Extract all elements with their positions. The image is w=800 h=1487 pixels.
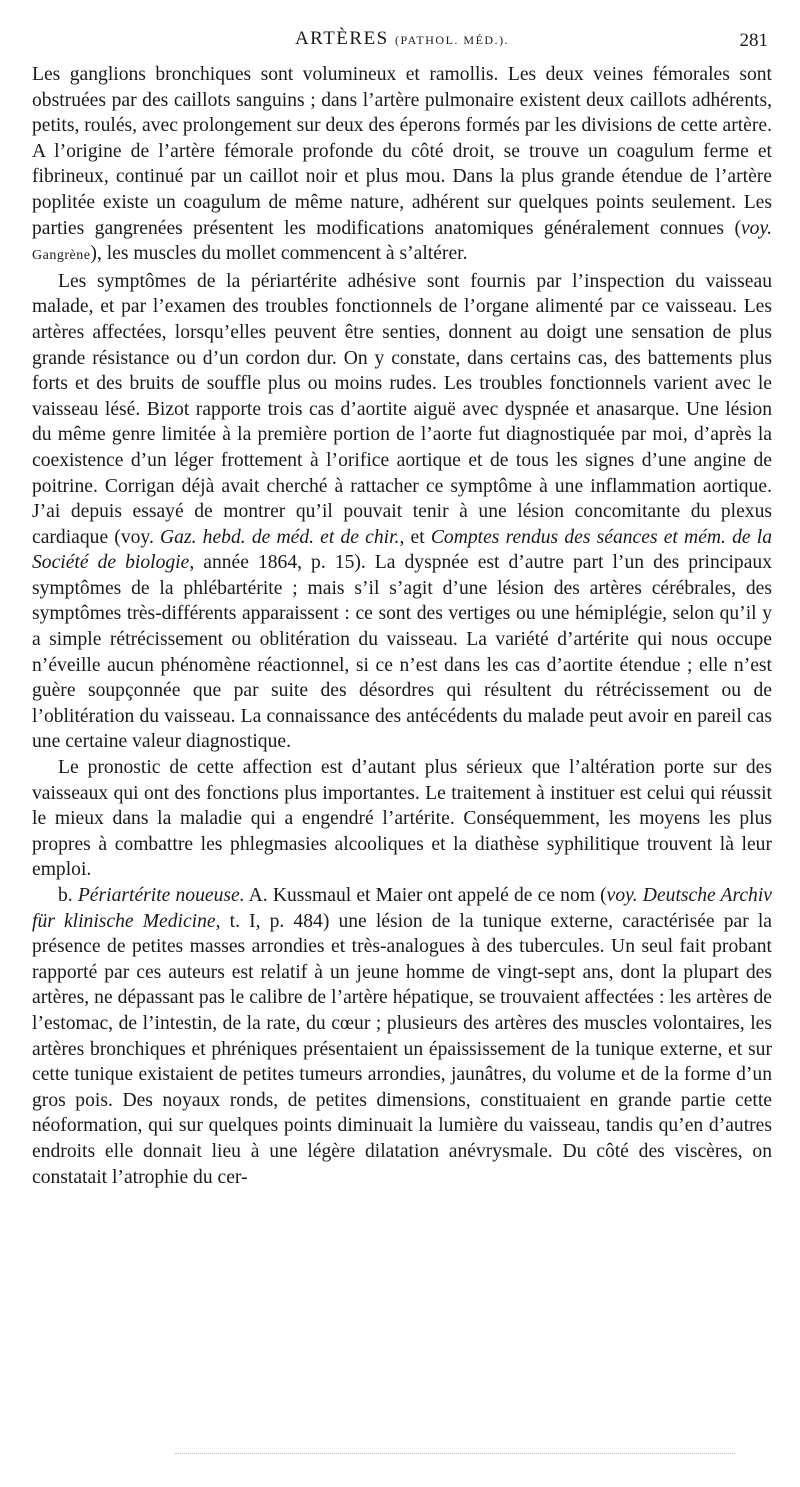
text-run: Les ganglions bronchiques sont volumineux et ramollis. Les deux veines fémorales sont obstruées par des caillots sanguins ; dans l’artère pulmonaire existent deux caillots adhérents, petits, roulés, avec prolongement sur deux des éperons formés par les divisions de cette artère. A l’origine de l’artère fémorale profonde du côté droit, se trouve un coagulum ferme et fibrineux, continué par un caillot noir et plus mou. Dans la plus grande étendue de l’artère poplitée existe un coagulum de même nature, adhérent sur quelques points seulement. Les parties gangrenées présentent les modifications anatomiques généralement connues (: [32, 64, 772, 239]
running-head-main: ARTÈRES: [294, 28, 389, 49]
body-text: [32, 62, 772, 1190]
text-run: Le pronostic de cette affection est d’autant plus sérieux que l’altération porte sur des vaisseaux qui ont des fonctions plus importantes. Le traitement à instituer est celui qui réussit le mieux dans la maladie qui a engendré l’artérite. Conséquemment, les moyens les plus propres à combattre les phlegmasies alcooliques et la diathèse syphilitique trouvent là leur emploi.: [32, 757, 772, 881]
text-run: A. Kussmaul et Maier ont appelé de ce nom (: [244, 885, 607, 906]
text-run: ), les muscles du mollet commencent à s’altérer.: [90, 243, 468, 265]
running-head-title: [32, 28, 772, 50]
text-run: , et: [399, 526, 431, 548]
italic-text: Périartérite noueuse.: [77, 885, 245, 906]
paragraph: [32, 269, 772, 755]
running-head-subtitle: (PATHOL. MÉD.).: [395, 33, 510, 47]
text-run: Les symptômes de la périartérite adhésive sont fournis par l’inspection du vaisseau malade, et par l’examen des troubles fonctionnels de l’organe alimenté par ce vaisseau. Les artères affectées, lorsqu’elles peuvent être senties, donnent au doigt une sensation de plus grande résistance ou d’un cordon dur. On y constate, dans certains cas, des battements plus forts et des bruits de souffle plus ou moins rudes. Les troubles fonctionnels varient avec le vaisseau lésé. Bizot rapporte trois cas d’aortite aiguë avec dyspnée et anasarque. Une lésion du même genre limitée à la première portion de l’aorte fut diagnostiquée par moi, d’après la coexistence d’un léger frottement à l’orifice aortique et de tous les signes d’une angine de poitrine. Corrigan déjà avait cherché à rattacher ce symptôme à une inflammation aortique. J’ai depuis essayé de montrer qu’il pouvait tenir à une lésion concomitante du plexus cardiaque (voy.: [32, 270, 772, 548]
paragraph: [32, 62, 772, 269]
italic-text: voy. Deutsche Archiv für klinische Medicine: [32, 885, 772, 932]
italic-text: voy.: [740, 217, 772, 239]
italic-text: Gaz. hebd. de méd. et de chir.: [160, 526, 400, 548]
running-head: [32, 22, 772, 52]
text-run: , t. I, p. 484) une lésion de la tunique externe, caractérisée par la présence de petites masses arrondies et très-analogues à des tubercules. Un seul fait probant rapporté par ces auteurs est relatif à un jeune homme de vingt-sept ans, dont la plupart des artères, ne dépassant pas le calibre de l’artère hépatique, se trouvaient affectées : les artères de l’estomac, de l’intestin, de la rate, du cœur ; plusieurs des artères des muscles volontaires, les artères bronchiques et phréniques présentaient un épaississement de la tunique externe, et sur cette tunique existaient de petites tumeurs arrondies, jaunâtres, du volume et de la forme d’un gros pois. Des noyaux ronds, de petites dimensions, constituaient en grande partie cette néoformation, qui sur quelques points diminuait la lumière du vaisseau, tandis qu’en d’autres endroits elle donnait lieu à une légère dilatation anévrysmale. Du côté des viscères, on constatait l’atrophie du cer-: [32, 910, 772, 1188]
document-page: [32, 22, 772, 1190]
footer-rule: [175, 1453, 735, 1455]
text-run: b.: [58, 885, 78, 906]
smallcaps-text: Gangrène: [32, 248, 91, 264]
italic-text: Comptes rendus des séances et mém. de la Société de biologie: [32, 526, 772, 574]
page-number: 281: [739, 30, 768, 51]
text-run: , année 1864, p. 15). La dyspnée est d’autre part l’un des principaux symptômes de la phlébartérite ; mais s’il s’agit d’une lésion des artères cérébrales, des symptômes très-différents apparaissent : ce sont des vertiges ou une hémiplégie, selon qu’il y a simple rétrécissement ou oblitération du vaisseau. La variété d’artérite qui nous occupe n’éveille aucun phénomène réactionnel, si ce n’est dans les cas d’aortite étendue ; elle n’est guère soupçonnée que par suite des désordres qui résultent du rétrécissement ou de l’oblitération du vaisseau. La connaissance des antécédents du malade peut avoir en pareil cas une certaine valeur diagnostique.: [32, 552, 773, 753]
paragraph: [32, 883, 772, 1190]
paragraph: [32, 755, 772, 883]
